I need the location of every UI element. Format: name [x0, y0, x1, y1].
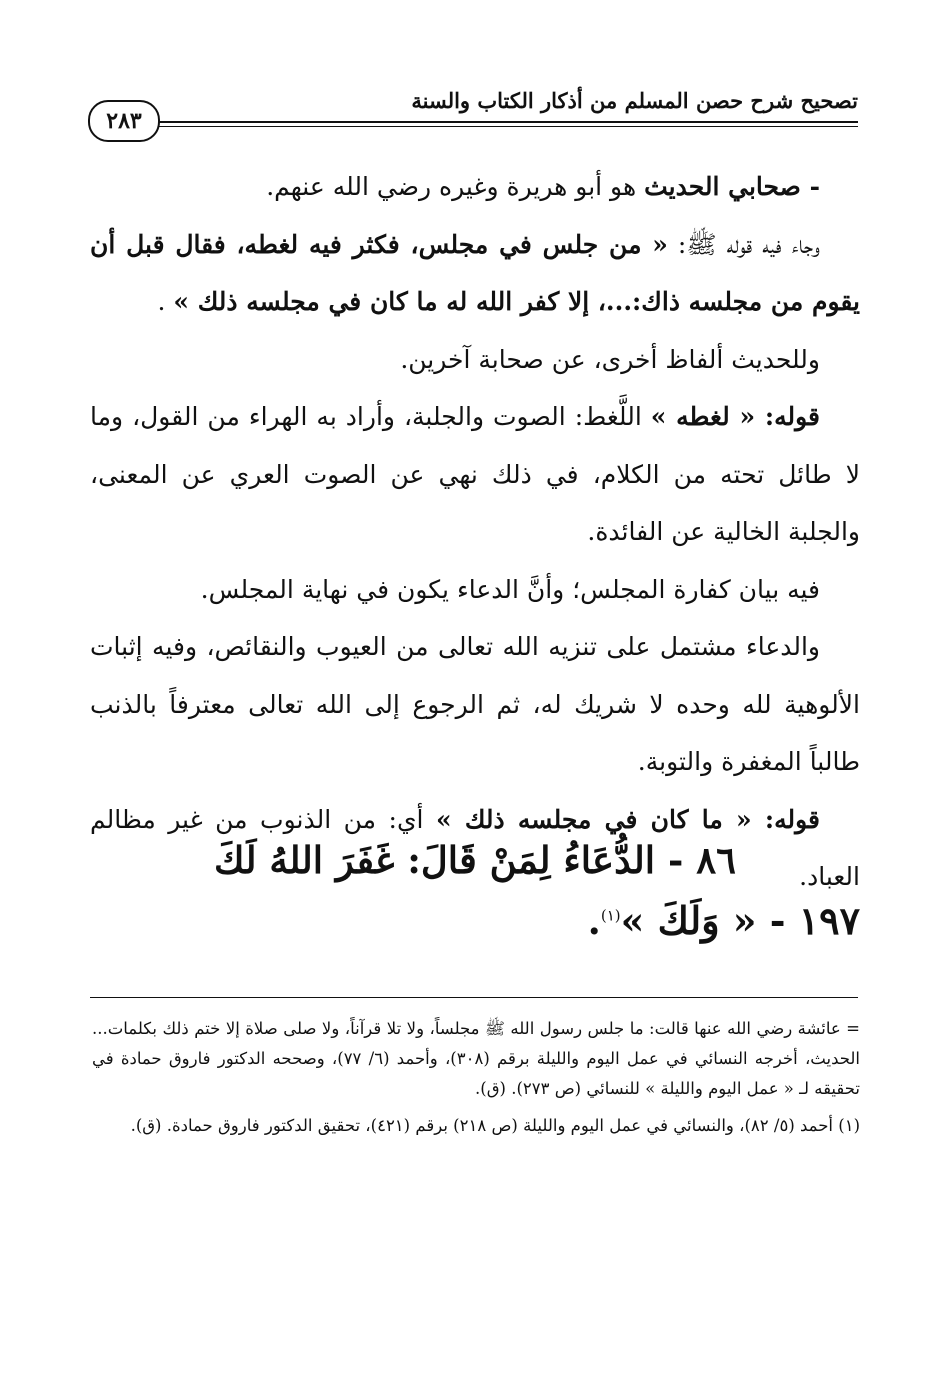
majlis-label: قوله: « ما كان في مجلسه ذلك » — [435, 804, 820, 834]
paragraph-hadith-quote: وجاء فيه قوله ﷺ: « من جلس في مجلس، فكثر فيه لغطه، فقال قبل أن يقوم من مجلسه ذاك:...، إلا كفر الله له ما كان في مجلسه ذلك » . — [90, 229, 860, 316]
hadith-197: ١٩٧ - « وَلَكَ »$^{(١)}$. — [587, 898, 860, 943]
laghat-label: قوله: « لغطه » — [650, 402, 820, 431]
footnote-rule — [90, 997, 858, 998]
footnote-continued: = عائشة رضي الله عنها قالت: ما جلس رسول الله ﷺ مجلساً، ولا تلا قرآناً، ولا صلى صلاة إلا ختم ذلك بكلمات... الحديث، أخرجه النسائي في عمل اليوم والليلة برقم (٣٠٨)، وأحمد (٦/ ٧٧)، وصححه الدكتور فاروق حمادة في تحقيقه لـ « عمل اليوم والليلة » للنسائي (ص ٢٧٣). (ق). — [92, 1019, 860, 1098]
running-header — [88, 78, 858, 142]
paragraph-other-wordings: وللحديث ألفاظ أخرى، عن صحابة آخرين. — [400, 344, 820, 374]
main-text — [90, 158, 860, 906]
footnote-1: (١) أحمد (٥/ ٨٢)، والنسائي في عمل اليوم والليلة (ص ٢١٨) برقم (٤٢١)، تحقيق الدكتور فاروق حمادة. (ق). — [130, 1116, 860, 1135]
section-heading: ٨٦ - الدُّعَاءُ لِمَنْ قَالَ: غَفَرَ اللهُ لَكَ — [214, 838, 736, 882]
header-rule — [148, 121, 858, 123]
footnotes — [92, 1014, 860, 1148]
page-number: ٢٨٣ — [88, 100, 160, 142]
hadith-text: « وَلَكَ » — [620, 898, 757, 943]
footnote-marker: (١) — [600, 906, 621, 925]
hadith-quote: « من جلس في مجلس، فكثر فيه لغطه، فقال قبل أن يقوم من مجلسه ذاك:...، إلا كفر الله له ما كان في مجلسه ذلك » — [90, 229, 860, 316]
paragraph-kaffarah: فيه بيان كفارة المجلس؛ وأنَّ الدعاء يكون في نهاية المجلس. — [200, 574, 820, 604]
hadith-number: ١٩٧ - — [756, 898, 860, 943]
paragraph-laghat: قوله: « لغطه » اللَّغط: الصوت والجلبة، وأراد به الهراء من القول، وما لا طائل تحته من الكلام، في ذلك نهي عن الصوت العري عن المعنى، والجلبة الخالية عن الفائدة. — [90, 402, 860, 546]
paragraph-majlis: قوله: « ما كان في مجلسه ذلك » أي: من الذنوب من غير مظالم العباد. — [90, 804, 860, 891]
running-title: تصحيح شرح حصن المسلم من أذكار الكتاب والسنة — [411, 88, 858, 113]
companion-label: - صحابي الحديث — [644, 172, 820, 201]
header-rule-thin — [148, 126, 858, 127]
paragraph-companion: - صحابي الحديث هو أبو هريرة وغيره رضي الله عنهم. — [266, 172, 820, 201]
paragraph-dua-explanation: والدعاء مشتمل على تنزيه الله تعالى من العيوب والنقائص، وفيه إثبات الألوهية لله وحده لا شريك له، ثم الرجوع إلى الله تعالى معترفاً بالذنب طالباً المغفرة والتوبة. — [90, 632, 860, 776]
